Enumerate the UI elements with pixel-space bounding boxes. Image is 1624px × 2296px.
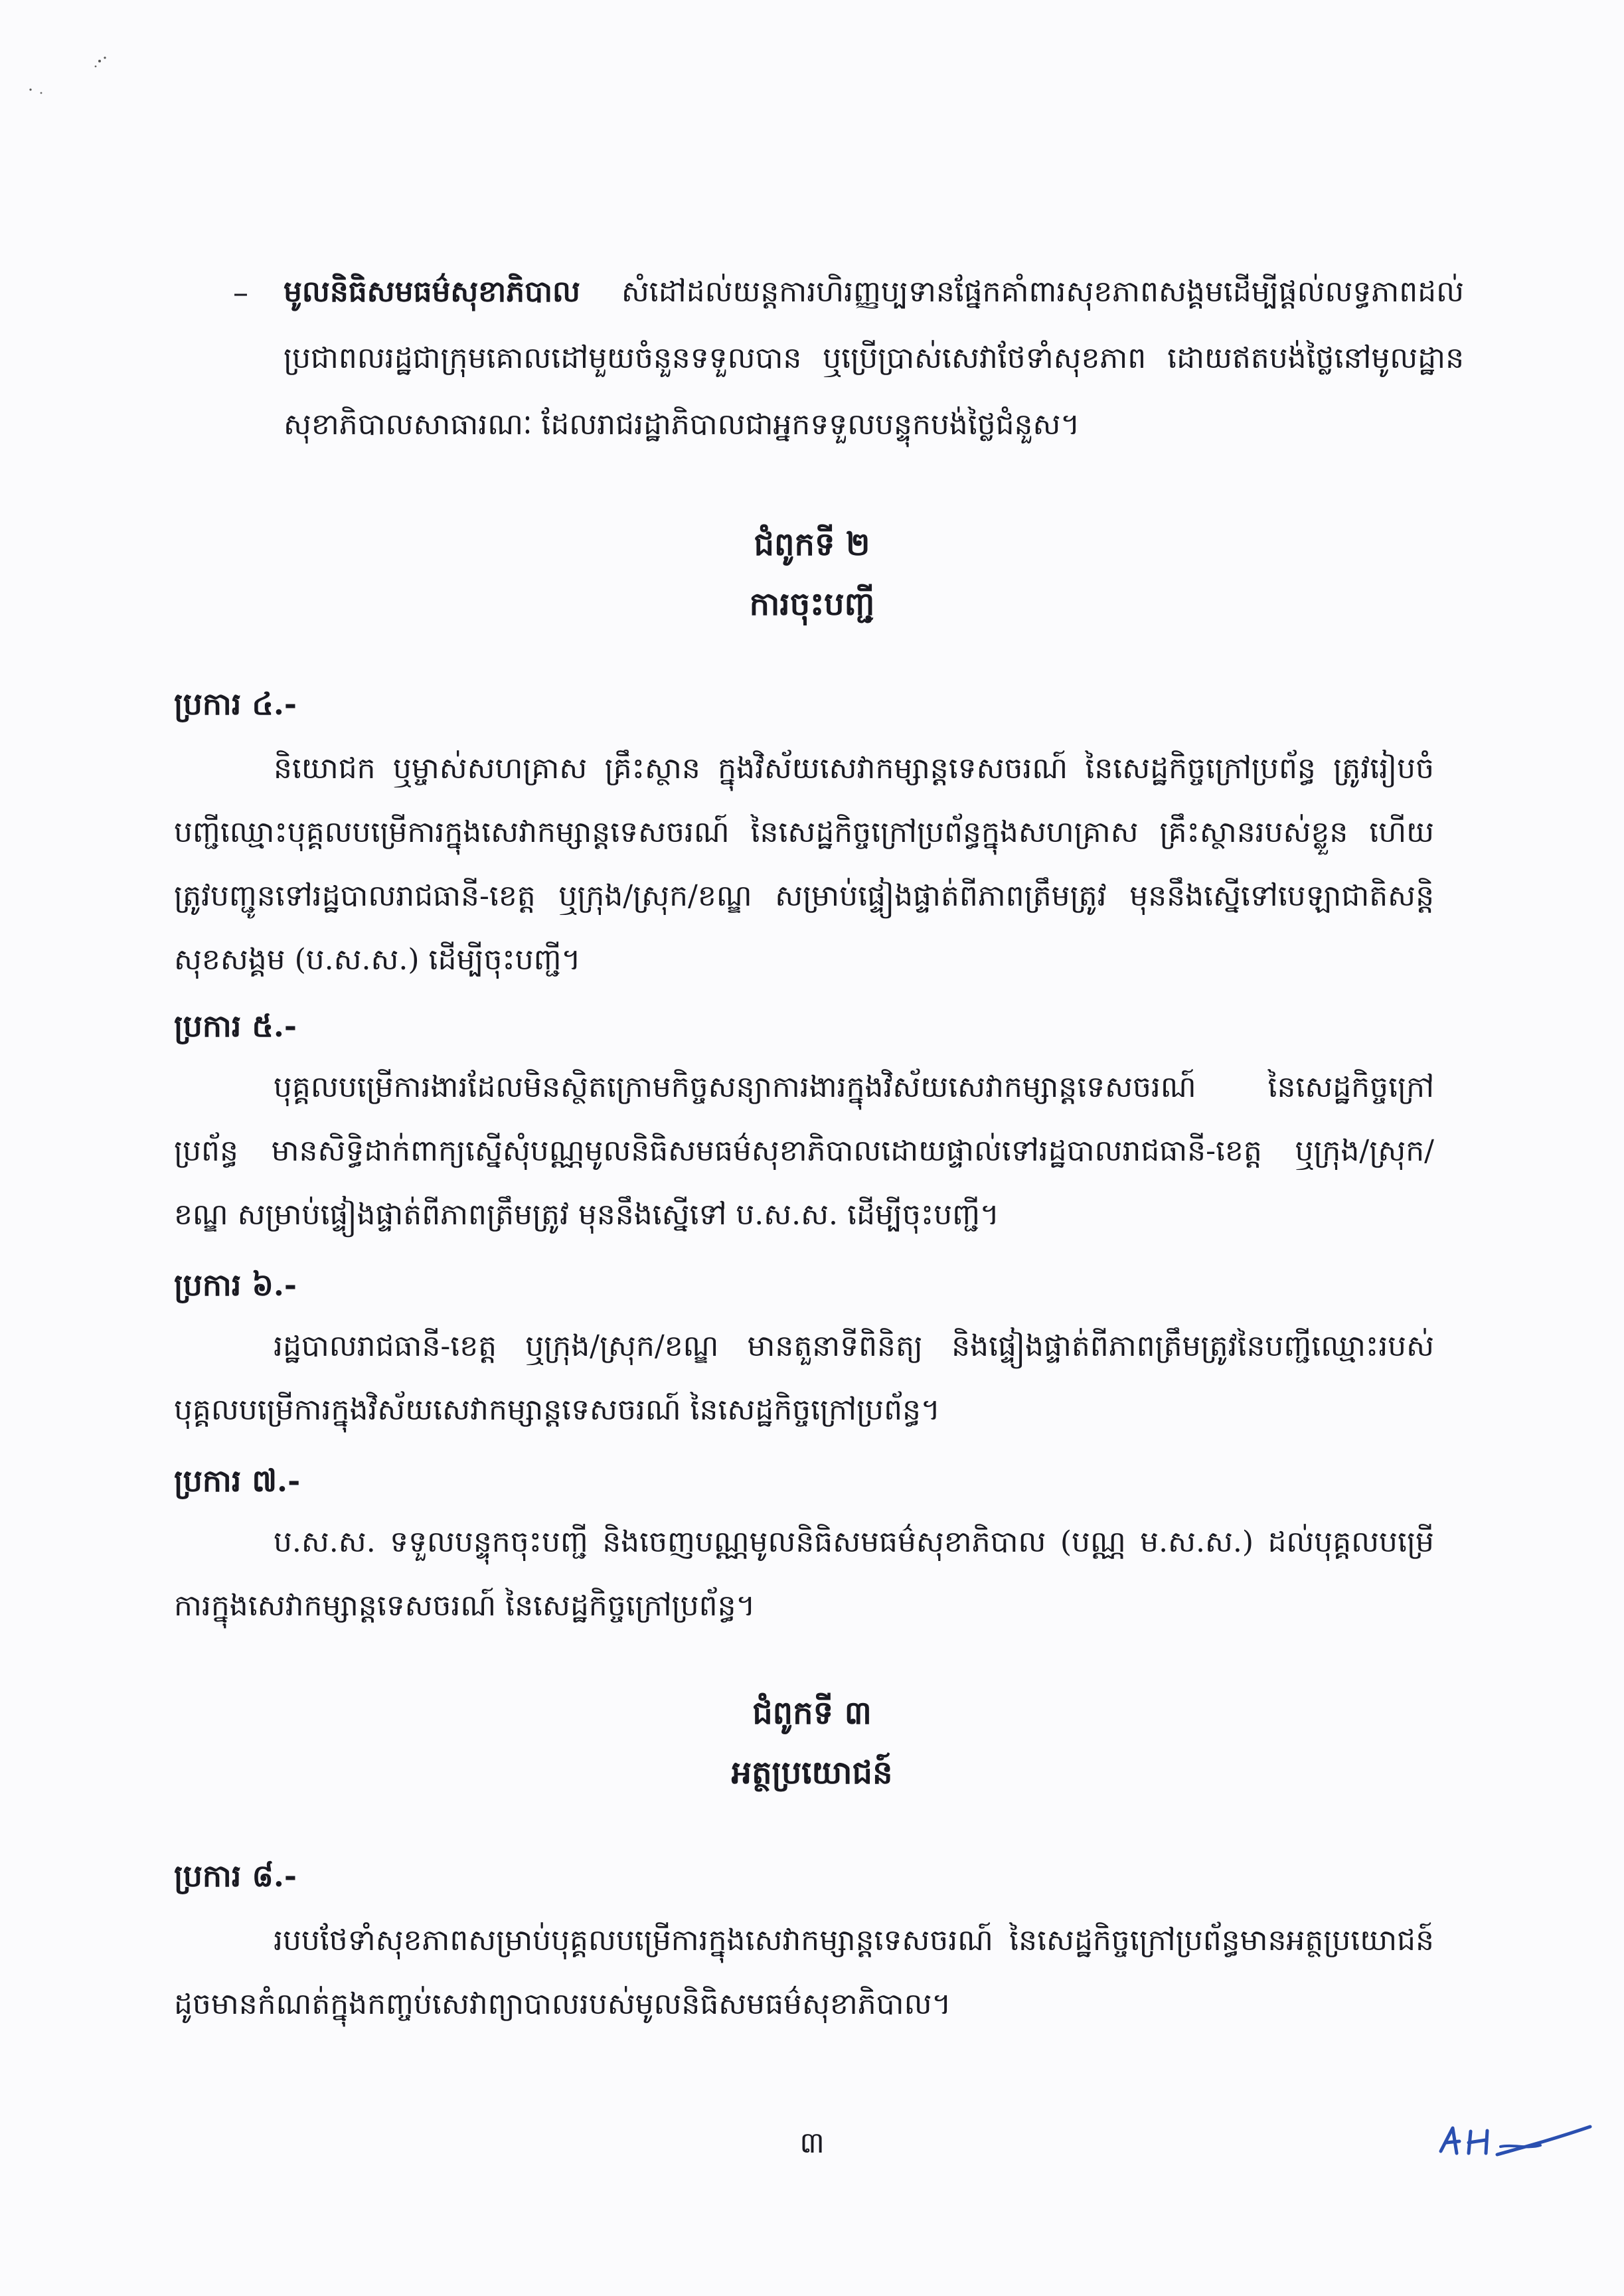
chapter-3-number: ជំពូកទី ៣ [752, 1694, 872, 1732]
chapter-2-number: ជំពូកទី ២ [754, 526, 870, 563]
article-8-text: របបថែទាំសុខភាពសម្រាប់បុគ្គលបម្រើការក្នុងសេវាកម្សាន្តទេសចរណ៍ នៃសេដ្ឋកិច្ចក្រៅប្រព័ន្ធមានអត្ថប្រយោជន៍ដូចមានកំណត់ក្នុងកញ្ចប់សេវាព្យាបាលរបស់មូលនិធិសមធម៌សុខាភិបាល។ [174, 1924, 1434, 2021]
article-6-title: ប្រការ ៦.- [174, 1267, 297, 1303]
article-5-title: ប្រការ ៥.- [174, 1008, 297, 1044]
page-number: ៣ [799, 2126, 825, 2160]
bullet-definition: សំដៅដល់យន្តការហិរញ្ញប្បទានផ្នែកគាំពារសុខភាពសង្គមដើម្បីផ្តល់លទ្ធភាពដល់ប្រជាពលរដ្ឋជាក្រុមគោលដៅមួយចំនួនទទួលបាន ឬប្រើប្រាស់សេវាថែទាំសុខភាព ដោយឥតបង់ថ្លៃនៅមូលដ្ឋានសុខាភិបាលសាធារណៈ ដែលរាជរដ្ឋាភិបាលជាអ្នកទទួលបន្ទុកបង់ថ្លៃជំនួស។ [284, 275, 1464, 442]
article-4-title: ប្រការ ៤.- [174, 686, 297, 722]
article-6-text: រដ្ឋបាលរាជធានី-ខេត្ត ឬក្រុង/ស្រុក/ខណ្ឌ មានតួនាទីពិនិត្យ និងផ្ទៀងផ្ទាត់ពីភាពត្រឹមត្រូវនៃបញ្ជីឈ្មោះរបស់បុគ្គលបម្រើការក្នុងវិស័យសេវាកម្សាន្តទេសចរណ៍ នៃសេដ្ឋកិច្ចក្រៅប្រព័ន្ធ។ [174, 1329, 1434, 1427]
bullet-text [284, 259, 1464, 458]
article-6-paragraph [174, 1315, 1434, 1442]
article-7-paragraph [174, 1511, 1434, 1638]
chapter-3-title: អត្ថប្រយោជន៍ [731, 1754, 893, 1791]
definition-bullet [233, 259, 1464, 458]
bullet-dash: – [233, 274, 248, 310]
chapter-2-title: ការចុះបញ្ជី [749, 586, 875, 623]
initials-signature [1434, 2115, 1600, 2168]
bullet-lead-term: មូលនិធិសមធម៌សុខាភិបាល [284, 275, 580, 309]
scan-specks [27, 53, 120, 106]
article-8-title: ប្រការ ៨.- [174, 1858, 297, 1894]
article-8-paragraph [174, 1909, 1434, 2036]
article-4-paragraph [174, 737, 1434, 992]
article-7-title: ប្រការ ៧.- [174, 1463, 301, 1499]
article-5-paragraph [174, 1056, 1434, 1247]
article-5-text: បុគ្គលបម្រើការងារដែលមិនស្ថិតក្រោមកិច្ចសន្យាការងារក្នុងវិស័យសេវាកម្សាន្តទេសចរណ៍ នៃសេដ្ឋកិច្ចក្រៅប្រព័ន្ធ មានសិទ្ធិដាក់ពាក្យស្នើសុំបណ្ណមូលនិធិសមធម៌សុខាភិបាលដោយផ្ទាល់ទៅរដ្ឋបាលរាជធានី-ខេត្ត ឬក្រុង/ស្រុក/ខណ្ឌ សម្រាប់ផ្ទៀងផ្ទាត់ពីភាពត្រឹមត្រូវ មុននឹងស្នើទៅ ប.ស.ស. ដើម្បីចុះបញ្ជី។ [174, 1070, 1434, 1232]
article-4-text: និយោជក ឬម្ចាស់សហគ្រាស គ្រឹះស្ថាន ក្នុងវិស័យសេវាកម្សាន្តទេសចរណ៍ នៃសេដ្ឋកិច្ចក្រៅប្រព័ន្ធ ត្រូវរៀបចំបញ្ជីឈ្មោះបុគ្គលបម្រើការក្នុងសេវាកម្សាន្តទេសចរណ៍ នៃសេដ្ឋកិច្ចក្រៅប្រព័ន្ធក្នុងសហគ្រាស គ្រឹះស្ថានរបស់ខ្លួន ហើយត្រូវបញ្ជូនទៅរដ្ឋបាលរាជធានី-ខេត្ត ឬក្រុង/ស្រុក/ខណ្ឌ សម្រាប់ផ្ទៀងផ្ទាត់ពីភាពត្រឹមត្រូវ មុននឹងស្នើទៅបេឡាជាតិសន្តិសុខសង្គម (ប.ស.ស.) ដើម្បីចុះបញ្ជី។ [174, 752, 1434, 977]
article-7-text: ប.ស.ស. ទទួលបន្ទុកចុះបញ្ជី និងចេញបណ្ណមូលនិធិសមធម៌សុខាភិបាល (បណ្ណ ម.ស.ស.) ដល់បុគ្គលបម្រើការក្នុងសេវាកម្សាន្តទេសចរណ៍ នៃសេដ្ឋកិច្ចក្រៅប្រព័ន្ធ។ [174, 1525, 1434, 1623]
